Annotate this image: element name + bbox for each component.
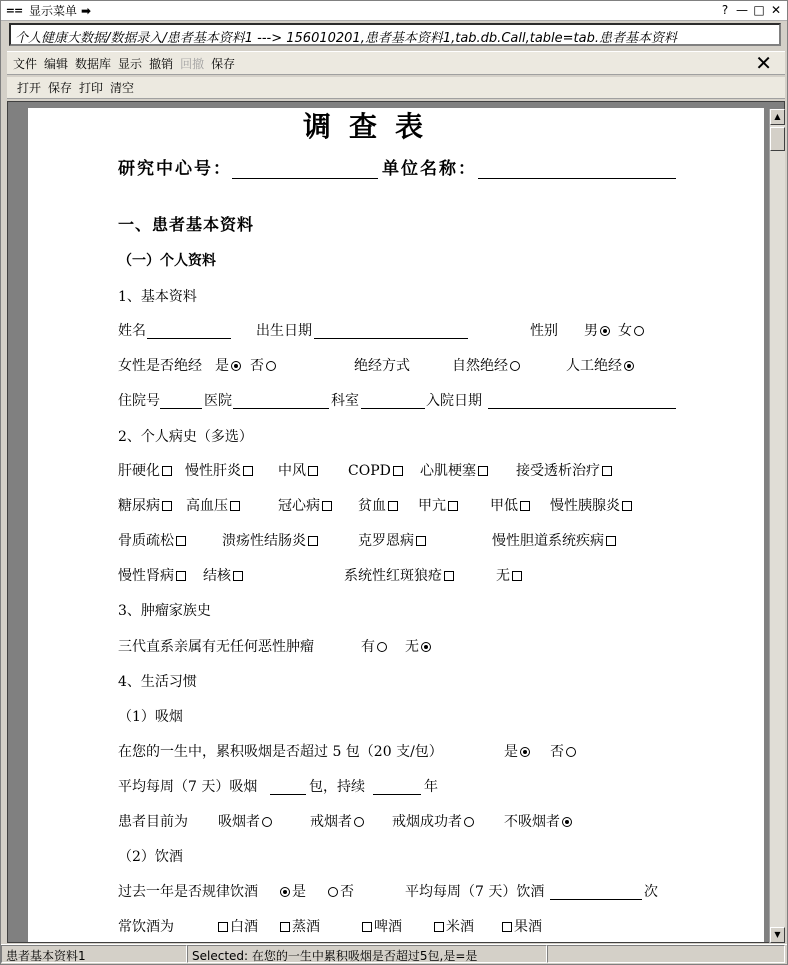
quitting-option[interactable] — [310, 813, 366, 831]
copd-checkbox[interactable] — [393, 466, 403, 476]
family-no-option[interactable] — [405, 638, 433, 656]
disease-label: 慢性肾病 — [118, 568, 174, 584]
guojiu-option[interactable] — [500, 918, 542, 936]
toolbar — [7, 77, 785, 99]
scroll-thumb[interactable] — [770, 127, 785, 151]
vertical-scrollbar[interactable] — [769, 109, 785, 943]
help-icon[interactable]: ? — [721, 3, 729, 17]
smoke-no-radio[interactable] — [566, 747, 576, 757]
disease-label: 无 — [496, 568, 510, 584]
admit-date-field[interactable] — [488, 394, 676, 409]
dept-label: 科室 — [331, 393, 359, 409]
disease-option[interactable] — [344, 567, 456, 585]
menu-display[interactable]: 显示 — [118, 56, 143, 71]
none-radio[interactable] — [421, 642, 431, 652]
disease-option[interactable] — [185, 462, 255, 480]
mi-checkbox[interactable] — [478, 466, 488, 476]
unit-name-label: 单位名称： — [382, 159, 477, 179]
beer-option[interactable] — [360, 918, 402, 936]
disease-label: 系统性红斑狼疮 — [344, 568, 442, 584]
address-bar[interactable]: 个人健康大数据/数据录入/患者基本资料1 ---> 156010201,患者基本资料1,tab.db.Call,table=tab.患者基本资料 — [9, 23, 781, 46]
smoker-radio[interactable] — [262, 817, 272, 827]
disease-option[interactable] — [348, 462, 405, 480]
family-history-heading: 3、肿瘤家族史 — [118, 603, 211, 619]
close-icon[interactable]: ✕ — [770, 3, 782, 17]
non-smoker-option[interactable] — [504, 813, 574, 831]
smoking-heading: （1）吸烟 — [118, 709, 183, 725]
quitting-label: 戒烟者 — [310, 814, 352, 830]
maximize-icon[interactable]: □ — [753, 3, 765, 17]
guojiu-checkbox[interactable] — [502, 922, 512, 932]
center-no-label: 研究中心号： — [118, 159, 232, 179]
menu-bar — [7, 51, 785, 75]
birth-date-label: 出生日期 — [256, 323, 312, 339]
drink-yes-option[interactable] — [278, 883, 306, 901]
quit-success-label: 戒烟成功者 — [392, 814, 462, 830]
smoke-yes-radio[interactable] — [520, 747, 530, 757]
sle-checkbox[interactable] — [444, 571, 454, 581]
history-heading: 2、个人病史（多选） — [118, 429, 253, 445]
anemia-checkbox[interactable] — [388, 501, 398, 511]
current-status-label: 患者目前为 — [118, 814, 188, 830]
page-title: 调查表 — [303, 110, 442, 143]
menopause-method-label: 绝经方式 — [354, 358, 410, 374]
disease-label: 慢性肝炎 — [185, 463, 241, 479]
gender-female-option[interactable] — [618, 322, 646, 340]
menu-file[interactable]: 文件 — [13, 56, 38, 71]
family-history-question: 三代直系亲属有无任何恶性肿瘤 — [118, 639, 314, 655]
smoke-yes-option[interactable] — [504, 743, 532, 761]
disease-option[interactable] — [222, 532, 320, 550]
disease-label: 中风 — [278, 463, 306, 479]
hospital-field[interactable] — [233, 394, 329, 409]
none-label: 无 — [405, 639, 419, 655]
weekly-drink-label: 平均每周（7 天）饮酒 — [405, 884, 545, 900]
disease-option[interactable] — [118, 462, 174, 480]
lifestyle-heading: 4、生活习惯 — [118, 674, 197, 690]
disease-option[interactable] — [118, 567, 188, 585]
menopause-yes-option[interactable] — [215, 357, 243, 375]
disease-option[interactable] — [420, 462, 490, 480]
print-button[interactable]: 打印 — [79, 81, 104, 95]
hypothyroid-checkbox[interactable] — [520, 501, 530, 511]
baijiu-option[interactable] — [216, 918, 258, 936]
status-selected: Selected: 在您的一生中累积吸烟是否超过5包,是=是 — [187, 945, 547, 963]
diabetes-checkbox[interactable] — [162, 501, 172, 511]
arrow-right-icon[interactable]: ➡ — [81, 3, 92, 18]
disease-option[interactable] — [118, 497, 174, 515]
weekly-smoke-label: 平均每周（7 天）吸烟 — [118, 779, 258, 795]
ckd-checkbox[interactable] — [176, 571, 186, 581]
osteoporosis-checkbox[interactable] — [176, 536, 186, 546]
disease-label: 肝硬化 — [118, 463, 160, 479]
menu-undo[interactable]: 撤销 — [149, 56, 174, 71]
save-button[interactable]: 保存 — [48, 81, 73, 95]
basic-info-heading: 1、基本资料 — [118, 289, 197, 305]
disease-label: 心肌梗塞 — [420, 463, 476, 479]
zhengjiu-option[interactable] — [278, 918, 320, 936]
menopause-label: 女性是否绝经 — [118, 358, 202, 374]
birth-date-field[interactable] — [314, 324, 468, 339]
disease-label: 甲亢 — [418, 498, 446, 514]
disease-label: 甲低 — [490, 498, 518, 514]
weekly-drink-field[interactable] — [550, 885, 642, 900]
no-radio[interactable] — [266, 361, 276, 371]
zhengjiu-label: 蒸酒 — [292, 919, 320, 935]
natural-menopause-option[interactable] — [452, 357, 522, 375]
gender-label: 性别 — [530, 323, 558, 339]
quit-success-radio[interactable] — [464, 817, 474, 827]
disease-label: 骨质疏松 — [118, 533, 174, 549]
name-field[interactable] — [147, 324, 231, 339]
have-radio[interactable] — [377, 642, 387, 652]
yes-label: 是 — [215, 358, 229, 374]
smoke-years-field[interactable] — [373, 780, 421, 795]
quitting-radio[interactable] — [354, 817, 364, 827]
disease-option[interactable] — [118, 532, 188, 550]
disease-option[interactable] — [490, 497, 532, 515]
mijiu-checkbox[interactable] — [434, 922, 444, 932]
no-label: 否 — [550, 744, 564, 760]
disease-option[interactable] — [492, 532, 618, 550]
menu-database[interactable]: 数据库 — [75, 56, 112, 71]
cirrhosis-checkbox[interactable] — [162, 466, 172, 476]
gender-male-option[interactable] — [584, 322, 612, 340]
no-label: 否 — [340, 884, 354, 900]
disease-option[interactable] — [203, 567, 245, 585]
disease-option[interactable] — [358, 497, 400, 515]
disease-label: 糖尿病 — [118, 498, 160, 514]
menopause-no-option[interactable] — [250, 357, 278, 375]
biliary-checkbox[interactable] — [606, 536, 616, 546]
section-heading: 一、患者基本资料 — [118, 215, 255, 234]
status-left: 患者基本资料1 — [1, 945, 187, 963]
show-menu-button[interactable]: 显示菜单 — [29, 4, 78, 18]
unit-name-field[interactable] — [478, 164, 676, 179]
natural-menopause-radio[interactable] — [510, 361, 520, 371]
dialysis-checkbox[interactable] — [602, 466, 612, 476]
non-smoker-radio[interactable] — [562, 817, 572, 827]
disease-option[interactable] — [278, 497, 334, 515]
times-label: 次 — [644, 884, 658, 900]
center-no-field[interactable] — [232, 164, 378, 179]
menu-icon[interactable]: == — [5, 4, 23, 17]
hospital-label: 医院 — [204, 393, 232, 409]
menu-edit[interactable]: 编辑 — [44, 56, 69, 71]
disease-label: 高血压 — [186, 498, 228, 514]
minimize-icon[interactable]: — — [736, 3, 748, 17]
survey-page — [28, 108, 764, 943]
disease-label: 溃疡性结肠炎 — [222, 533, 306, 549]
stroke-checkbox[interactable] — [308, 466, 318, 476]
baijiu-checkbox[interactable] — [218, 922, 228, 932]
yes-radio[interactable] — [231, 361, 241, 371]
yes-label: 是 — [292, 884, 306, 900]
disease-option[interactable] — [278, 462, 320, 480]
subsection-heading: （一）个人资料 — [118, 253, 216, 269]
male-label: 男 — [584, 323, 598, 339]
title-bar — [1, 1, 787, 21]
disease-option[interactable] — [418, 497, 460, 515]
weekly-packs-field[interactable] — [270, 780, 306, 795]
male-radio[interactable] — [600, 326, 610, 336]
hyperthyroid-checkbox[interactable] — [448, 501, 458, 511]
female-label: 女 — [618, 323, 632, 339]
name-label: 姓名 — [118, 323, 146, 339]
baijiu-label: 白酒 — [230, 919, 258, 935]
beer-label: 啤酒 — [374, 919, 402, 935]
drink-yes-radio[interactable] — [280, 887, 290, 897]
mijiu-option[interactable] — [432, 918, 474, 936]
status-bar — [1, 944, 787, 964]
chd-checkbox[interactable] — [322, 501, 332, 511]
chronic-hepatitis-checkbox[interactable] — [243, 466, 253, 476]
scroll-up-icon[interactable]: ▲ — [770, 109, 785, 125]
disease-option[interactable] — [550, 497, 634, 515]
disease-label: 贫血 — [358, 498, 386, 514]
disease-label: 接受透析治疗 — [516, 463, 600, 479]
none-checkbox[interactable] — [512, 571, 522, 581]
artificial-menopause-label: 人工绝经 — [566, 358, 622, 374]
admission-no-label: 住院号 — [118, 393, 160, 409]
disease-option[interactable] — [186, 497, 242, 515]
drink-type-label: 常饮酒为 — [118, 919, 174, 935]
tb-checkbox[interactable] — [233, 571, 243, 581]
quit-success-option[interactable] — [392, 813, 476, 831]
status-empty — [547, 945, 785, 963]
smoker-label: 吸烟者 — [218, 814, 260, 830]
disease-label: COPD — [348, 463, 391, 479]
window-controls — [718, 2, 783, 18]
dept-field[interactable] — [361, 394, 425, 409]
smoking-question: 在您的一生中，累积吸烟是否超过 5 包（20 支/包） — [118, 744, 443, 760]
smoke-no-option[interactable] — [550, 743, 578, 761]
admit-date-label: 入院日期 — [426, 393, 482, 409]
weekly-smoke-mid-label: 包，持续 — [309, 779, 365, 795]
disease-label: 结核 — [203, 568, 231, 584]
have-label: 有 — [361, 639, 375, 655]
drinking-heading: （2）饮酒 — [118, 849, 183, 865]
document-area[interactable] — [7, 101, 785, 943]
scroll-down-icon[interactable]: ▼ — [770, 927, 785, 943]
female-radio[interactable] — [634, 326, 644, 336]
years-label: 年 — [424, 779, 438, 795]
zhengjiu-checkbox[interactable] — [280, 922, 290, 932]
drink-no-option[interactable] — [326, 883, 354, 901]
disease-option[interactable] — [516, 462, 614, 480]
family-yes-option[interactable] — [361, 638, 389, 656]
smoker-option[interactable] — [218, 813, 274, 831]
artificial-menopause-option[interactable] — [566, 357, 636, 375]
crohn-checkbox[interactable] — [416, 536, 426, 546]
mijiu-label: 米酒 — [446, 919, 474, 935]
artificial-menopause-radio[interactable] — [624, 361, 634, 371]
disease-option[interactable] — [358, 532, 428, 550]
uc-checkbox[interactable] — [308, 536, 318, 546]
clear-button[interactable]: 清空 — [110, 81, 135, 95]
natural-menopause-label: 自然绝经 — [452, 358, 508, 374]
open-button[interactable]: 打开 — [17, 81, 42, 95]
guojiu-label: 果酒 — [514, 919, 542, 935]
chronic-pancreatitis-checkbox[interactable] — [622, 501, 632, 511]
disease-label: 慢性胰腺炎 — [550, 498, 620, 514]
drink-no-radio[interactable] — [328, 887, 338, 897]
menu-redo: 回撤 — [180, 56, 205, 71]
disease-label: 冠心病 — [278, 498, 320, 514]
yes-label: 是 — [504, 744, 518, 760]
no-label: 否 — [250, 358, 264, 374]
non-smoker-label: 不吸烟者 — [504, 814, 560, 830]
document-close-icon[interactable]: ✕ — [755, 51, 772, 75]
disease-label: 慢性胆道系统疾病 — [492, 533, 604, 549]
admission-no-field[interactable] — [160, 394, 202, 409]
menu-save[interactable]: 保存 — [211, 56, 236, 71]
disease-option[interactable] — [496, 567, 524, 585]
disease-label: 克罗恩病 — [358, 533, 414, 549]
drinking-question: 过去一年是否规律饮酒 — [118, 884, 258, 900]
beer-checkbox[interactable] — [362, 922, 372, 932]
hypertension-checkbox[interactable] — [230, 501, 240, 511]
